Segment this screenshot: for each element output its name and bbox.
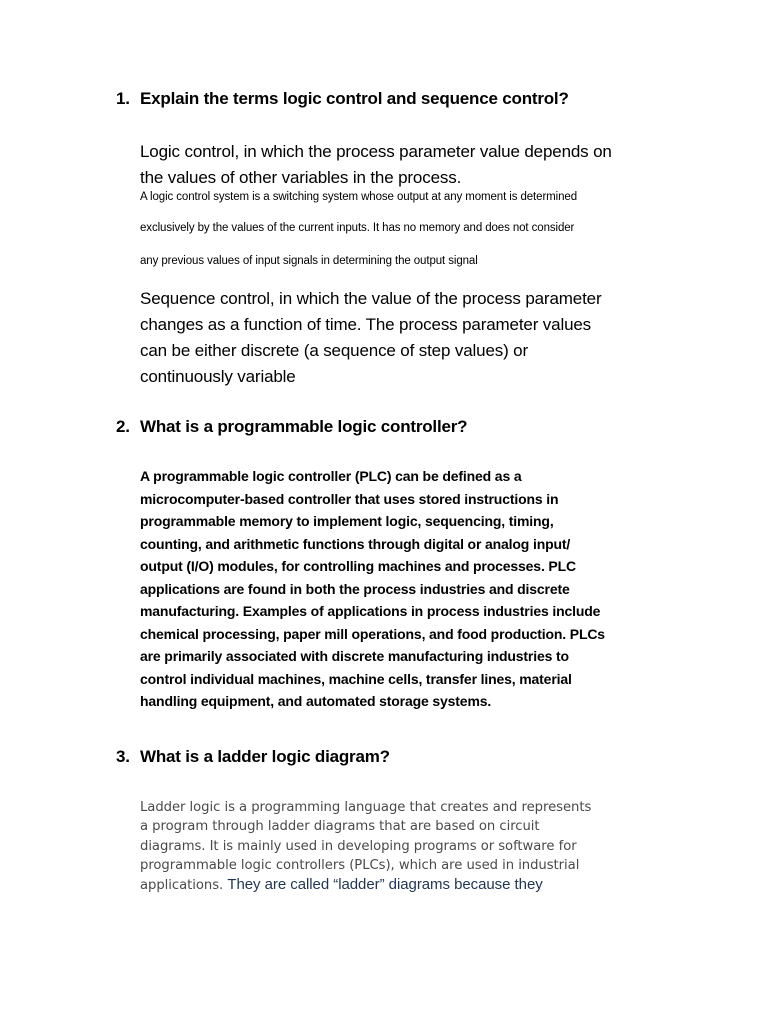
text-line: programmable logic controllers (PLCs), which are used in industrial [140,857,580,873]
text-line: manufacturing. Examples of applications in process industries include [140,603,601,619]
logic-control-detail-line-1: A logic control system is a switching system whose output at any moment is determined [140,191,578,203]
text-line: output (I/O) modules, for controlling machines and processes. PLC [140,558,576,574]
text-line: can be either discrete (a sequence of step values) or [140,341,528,360]
text-line: programmable memory to implement logic, sequencing, timing, [140,513,554,529]
question-3-title: What is a ladder logic diagram? [140,747,390,766]
text-line: changes as a function of time. The process parameter values [140,315,592,334]
text-line: Logic control, in which the process parameter value depends on [140,142,612,161]
text-gray-fragment: applications. [140,878,224,894]
text-line: counting, and arithmetic functions through digital or analog input/ [140,535,571,552]
question-1-number: 1. [116,89,130,108]
text-line: A programmable logic controller (PLC) can be defined as a [140,468,522,484]
text-line: chemical processing, paper mill operations, and food production. PLCs [140,625,605,642]
logic-control-detail-line-3: any previous values of input signals in determining the output signal [140,255,478,267]
logic-control-detail-line-2: exclusively by the values of the current inputs. It has no memory and does not consider [140,222,575,234]
text-line: continuously variable [140,367,296,386]
text-line: applications are found in both the process industries and discrete [140,580,570,597]
text-line: microcomputer-based controller that uses stored instructions in [140,490,559,507]
question-3-heading [116,747,390,767]
text-line: handling equipment, and automated storage systems. [140,693,492,709]
question-3-number: 3. [116,747,130,766]
text-line: control individual machines, machine cells, transfer lines, material [140,670,572,687]
question-1-heading [116,89,569,109]
text-line: Ladder logic is a programming language that creates and represents [140,800,592,815]
text-line: are primarily associated with discrete manufacturing industries to [140,648,569,664]
text-line-last [140,875,700,895]
question-2-heading [116,417,467,437]
question-2-number: 2. [116,417,130,436]
question-2-title: What is a programmable logic controller? [140,417,468,436]
text-line: diagrams. It is mainly used in developing programs or software for [140,838,577,854]
ladder-logic-paragraph [140,798,700,895]
plc-definition-paragraph [140,465,700,713]
text-navy-fragment: They are called “ladder” diagrams because they [227,876,543,894]
sequence-control-paragraph [140,286,700,390]
question-1-title: Explain the terms logic control and sequence control? [140,89,569,108]
text-line: Sequence control, in which the value of the process parameter [140,289,602,308]
logic-control-paragraph [140,139,700,191]
text-line: the values of other variables in the process. [140,168,462,187]
text-line: a program through ladder diagrams that are based on circuit [140,819,540,835]
